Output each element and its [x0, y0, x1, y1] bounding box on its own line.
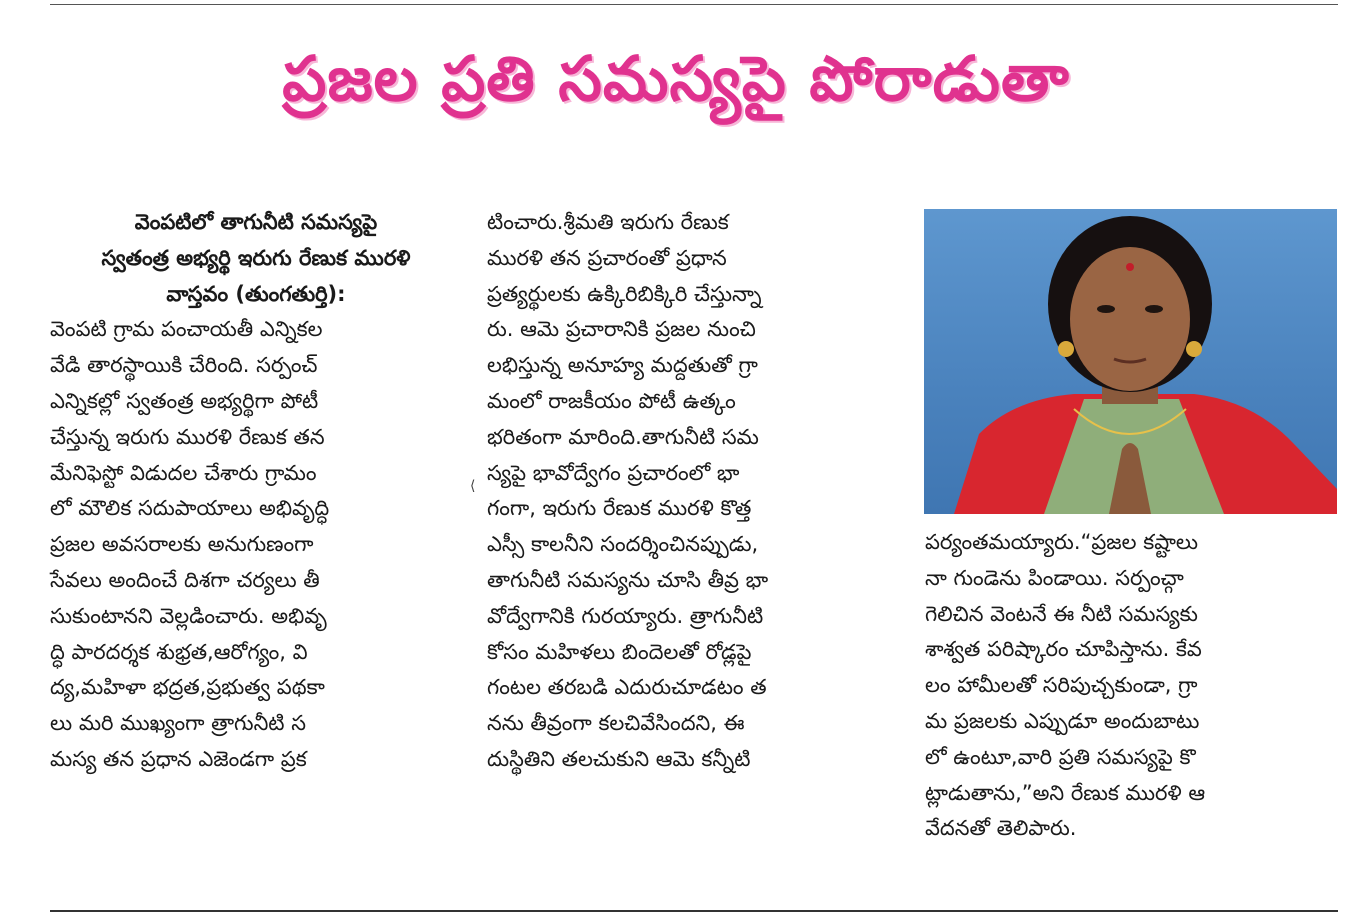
column-2: [487, 205, 907, 778]
body-line: ప్రత్యర్థులకు ఉక్కిరిబిక్కిరి చేస్తున్నా: [487, 281, 762, 306]
body-line: వెంపటి గ్రామ పంచాయతీ ఎన్నికల: [50, 317, 323, 342]
body-line: లో మౌలిక సదుపాయాలు అభివృద్ధి: [50, 496, 330, 521]
body-line: టించారు.శ్రీమతి ఇరుగు రేణుక: [487, 210, 729, 234]
body-line: మంలో రాజకీయం పోటీ ఉత్కం: [487, 388, 736, 413]
portrait-illustration: [924, 209, 1337, 514]
body-line: భరితంగా మారింది.తాగునీటి సమ: [487, 424, 759, 449]
body-line: స్యపై భావోద్వేగం ప్రచారంలో భా: [487, 460, 740, 485]
body-line: లం హామీలతో సరిపుచ్చకుండా, గ్రా: [925, 673, 1198, 698]
body-line: నా గుండెను పిండాయి. సర్పంచ్గా: [925, 565, 1184, 590]
body-line: ప్రజల అవసరాలకు అనుగుణంగా: [50, 532, 314, 557]
body-line: తాగునీటి సమస్యను చూసి తీవ్ర భా: [487, 567, 769, 592]
body-line: ట్లాడుతాను,”అని రేణుక మురళి ఆ: [925, 780, 1206, 805]
body-line: పర్యంతమయ్యారు.“ప్రజల కష్టాలు: [925, 530, 1198, 554]
body-line: గంటల తరబడి ఎదురుచూడటం త: [487, 675, 767, 700]
dateline-line: వెంపటిలో తాగునీటి సమస్యపై: [134, 210, 378, 234]
body-line: గెలిచిన వెంటనే ఈ నీటి సమస్యకు: [925, 601, 1198, 626]
body-line: మస్య తన ప్రధాన ఎజెండగా ప్రక: [50, 746, 307, 771]
column-3: [925, 525, 1337, 847]
body-line: కోసం మహిళలు బిందెలతో రోడ్లపై: [487, 639, 752, 664]
body-line: మేనిఫెస్టో విడుదల చేశారు గ్రామం: [50, 460, 317, 485]
body-line: రు. ఆమె ప్రచారానికి ప్రజల నుంచి: [487, 317, 756, 342]
body-line: శాశ్వత పరిష్కారం చూపిస్తాను. కేవ: [925, 637, 1202, 662]
dateline-line: స్వతంత్ర అభ్యర్థి ఇరుగు రేణుక మురళి: [101, 245, 411, 270]
body-line: వోద్వేగానికి గురయ్యారు. త్రాగునీటి: [487, 603, 764, 628]
body-line: ఎస్సీ కాలనీని సందర్శించినప్పుడు,: [487, 532, 759, 557]
body-line: సుకుంటానని వెల్లడించారు. అభివృ: [50, 603, 327, 628]
column-1: [50, 205, 462, 778]
bottom-rule: [50, 910, 1338, 912]
body-line: లో ఉంటూ,వారి ప్రతి సమస్యపై కొ: [925, 744, 1196, 769]
body-line: మురళి తన ప్రచారంతో ప్రధాన: [487, 245, 727, 270]
body-line: ద్ధి పారదర్శక శుభ్రత,ఆరోగ్యం, వి: [50, 639, 308, 664]
body-line: లభిస్తున్న అనూహ్య మద్దతుతో గ్రా: [487, 353, 758, 378]
body-line: వేదనతో తెలిపారు.: [925, 816, 1077, 841]
column-marker-icon: ⟨: [470, 478, 476, 494]
dateline-line: వాస్తవం (తుంగతుర్తి):: [166, 281, 346, 306]
body-line: నను తీవ్రంగా కలచివేసిందని, ఈ: [487, 711, 745, 736]
top-rule: [50, 4, 1338, 5]
headline: ప్రజల ప్రతి సమస్యపై పోరాడుతా: [282, 42, 1070, 115]
body-line: దుస్థితిని తలచుకుని ఆమె కన్నీటి: [487, 746, 751, 771]
body-line: చేస్తున్న ఇరుగు మురళి రేణుక తన: [50, 424, 325, 449]
body-line: వేడి తారస్థాయికి చేరింది. సర్పంచ్: [50, 353, 318, 378]
body-line: ద్య,మహిళా భద్రత,ప్రభుత్వ పథకా: [50, 675, 325, 700]
body-line: ఎన్నికల్లో స్వతంత్ర అభ్యర్థిగా పోటీ: [50, 388, 319, 413]
body-line: లు మరి ముఖ్యంగా త్రాగునీటి స: [50, 711, 306, 736]
body-line: మ ప్రజలకు ఎప్పుడూ అందుబాటు: [925, 708, 1200, 733]
body-line: గంగా, ఇరుగు రేణుక మురళి కొత్త: [487, 496, 752, 521]
portrait-photo: [924, 209, 1337, 514]
body-line: సేవలు అందించే దిశగా చర్యలు తీ: [50, 567, 320, 592]
